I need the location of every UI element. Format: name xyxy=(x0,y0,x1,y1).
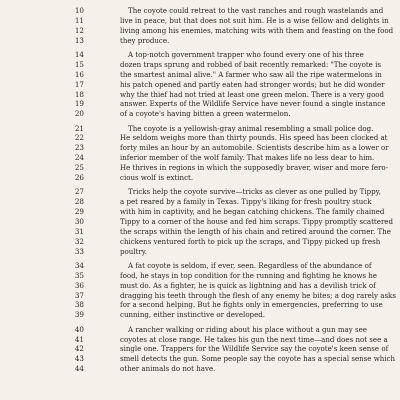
line-number: 32 xyxy=(74,236,84,246)
line-text: inferior member of the wolf family. That makes life no less dear to him. xyxy=(120,153,375,163)
text-line xyxy=(0,291,400,301)
line-text: Tricks help the coyote survive—tricks as clever as one pulled by Tippy, xyxy=(128,187,381,197)
text-line xyxy=(0,109,400,119)
line-number: 44 xyxy=(74,364,84,374)
line-number: 17 xyxy=(74,79,84,89)
paragraph xyxy=(0,50,400,119)
line-number: 12 xyxy=(74,25,84,35)
line-text: smell detects the gun. Some people say the coyote has a special sense which xyxy=(120,354,396,364)
text-line xyxy=(0,247,400,257)
line-number: 29 xyxy=(74,207,84,217)
line-number: 21 xyxy=(74,123,84,133)
numbered-text-body xyxy=(0,6,400,374)
line-number: 42 xyxy=(74,344,84,354)
line-number: 13 xyxy=(74,35,84,45)
line-text: single one. Trappers for the Wildlife Service say the coyote's keen sense of xyxy=(120,344,389,354)
paragraph xyxy=(0,187,400,256)
paragraph xyxy=(0,325,400,374)
line-text: cious wolf is extinct. xyxy=(120,173,194,183)
text-line xyxy=(0,6,400,16)
line-text: living among his enemies, matching wits with them and feasting on the food xyxy=(120,25,394,35)
line-number: 39 xyxy=(74,310,84,320)
line-text: The coyote is a yellowish-gray animal resembling a small police dog. xyxy=(128,123,374,133)
line-text: dragging his teeth through the flesh of any enemy he bites; a dog rarely asks xyxy=(120,290,396,300)
line-text: A top-notch government trapper who found every one of his three xyxy=(128,49,364,59)
line-number: 15 xyxy=(74,59,84,69)
text-line xyxy=(0,344,400,354)
line-number: 36 xyxy=(74,280,84,290)
line-text: food, he stays in top condition for the running and fighting he knows he xyxy=(120,270,377,280)
line-text: answer. Experts of the Wildlife Service have never found a single instance xyxy=(120,99,386,109)
line-text: why the thief had not tried at least one green melon. There is a very good xyxy=(120,89,385,99)
text-line xyxy=(0,335,400,345)
line-number: 18 xyxy=(74,89,84,99)
line-number: 35 xyxy=(74,270,84,280)
line-number: 23 xyxy=(74,143,84,153)
text-line xyxy=(0,80,400,90)
text-line xyxy=(0,227,400,237)
line-text: the scraps within the length of his chain and retired around the corner. The xyxy=(120,226,391,236)
line-number: 26 xyxy=(74,173,84,183)
line-number: 27 xyxy=(74,187,84,197)
line-text: Tippy to a corner of the house and fed him scraps. Tippy promptly scattered xyxy=(120,216,393,226)
line-text: forty miles an hour by an automobile. Scientists describe him as a lower or xyxy=(120,143,389,153)
line-text: chickens ventured forth to pick up the scraps, and Tippy picked up fresh xyxy=(120,236,381,246)
line-number: 28 xyxy=(74,197,84,207)
text-line xyxy=(0,124,400,134)
line-number: 11 xyxy=(74,15,84,25)
text-line xyxy=(0,153,400,163)
line-number: 38 xyxy=(74,300,84,310)
line-number: 43 xyxy=(74,354,84,364)
line-text: other animals do not have. xyxy=(120,364,216,374)
text-line xyxy=(0,261,400,271)
text-line xyxy=(0,143,400,153)
text-line xyxy=(0,310,400,320)
text-line xyxy=(0,99,400,109)
text-line xyxy=(0,354,400,364)
text-line xyxy=(0,301,400,311)
line-text: live in peace, but that does not suit him. He is a wise fellow and delights in xyxy=(120,15,389,25)
line-number: 34 xyxy=(74,260,84,270)
line-number: 20 xyxy=(74,109,84,119)
line-text: A fat coyote is seldom, if ever, seen. Regardless of the abundance of xyxy=(128,260,372,270)
line-number: 24 xyxy=(74,153,84,163)
line-number: 14 xyxy=(74,49,84,59)
line-text: cunning, either instinctive or developed. xyxy=(120,310,265,320)
line-number: 37 xyxy=(74,290,84,300)
text-line xyxy=(0,133,400,143)
line-text: He thrives in regions in which the supposedly braver, wiser and more fero- xyxy=(120,163,389,173)
line-text: with him in captivity, and he began catching chickens. The family chained xyxy=(120,207,385,217)
text-line xyxy=(0,271,400,281)
line-number: 22 xyxy=(74,133,84,143)
text-line xyxy=(0,16,400,26)
paragraph xyxy=(0,6,400,46)
paragraph xyxy=(0,261,400,320)
line-text: He seldom weighs more than thirty pounds. His speed has been clocked at xyxy=(120,133,388,143)
text-line xyxy=(0,364,400,374)
text-line xyxy=(0,60,400,70)
line-number: 16 xyxy=(74,69,84,79)
line-text: dozen traps sprung and robbed of bait recently remarked: "The coyote is xyxy=(120,59,381,69)
text-line xyxy=(0,187,400,197)
text-line xyxy=(0,207,400,217)
line-text: for a second helping. But he fights only in emergencies, preferring to use xyxy=(120,300,383,310)
text-line xyxy=(0,90,400,100)
text-line xyxy=(0,173,400,183)
text-line xyxy=(0,281,400,291)
line-text: his patch opened and partly eaten had stronger words; but he did wonder xyxy=(120,79,385,89)
line-text: they produce. xyxy=(120,35,170,45)
text-line xyxy=(0,237,400,247)
line-text: must do. As a fighter, he is quick as lightning and has a devilish trick of xyxy=(120,280,376,290)
line-number: 33 xyxy=(74,246,84,256)
text-line xyxy=(0,36,400,46)
text-line xyxy=(0,50,400,60)
text-line xyxy=(0,197,400,207)
line-number: 41 xyxy=(74,334,84,344)
line-text: coyotes at close range. He takes his gun the next time—and does not see a xyxy=(120,334,388,344)
line-number: 25 xyxy=(74,163,84,173)
line-text: poultry. xyxy=(120,246,148,256)
line-number: 30 xyxy=(74,216,84,226)
line-text: a pet reared by a family in Texas. Tippy's liking for fresh poultry stuck xyxy=(120,197,372,207)
line-text: A rancher walking or riding about his place without a gun may see xyxy=(128,324,367,334)
text-line xyxy=(0,163,400,173)
line-number: 10 xyxy=(74,5,84,15)
line-number: 19 xyxy=(74,99,84,109)
text-line xyxy=(0,217,400,227)
text-line xyxy=(0,70,400,80)
line-text: of a coyote's having bitten a green watermelon. xyxy=(120,109,291,119)
text-line xyxy=(0,26,400,36)
line-number: 40 xyxy=(74,324,84,334)
line-text: the smartest animal alive." A farmer who saw all the ripe watermelons in xyxy=(120,69,382,79)
paragraph xyxy=(0,124,400,183)
text-line xyxy=(0,325,400,335)
line-number: 31 xyxy=(74,226,84,236)
line-text: The coyote could retreat to the vast ranches and rough wastelands and xyxy=(128,5,384,15)
